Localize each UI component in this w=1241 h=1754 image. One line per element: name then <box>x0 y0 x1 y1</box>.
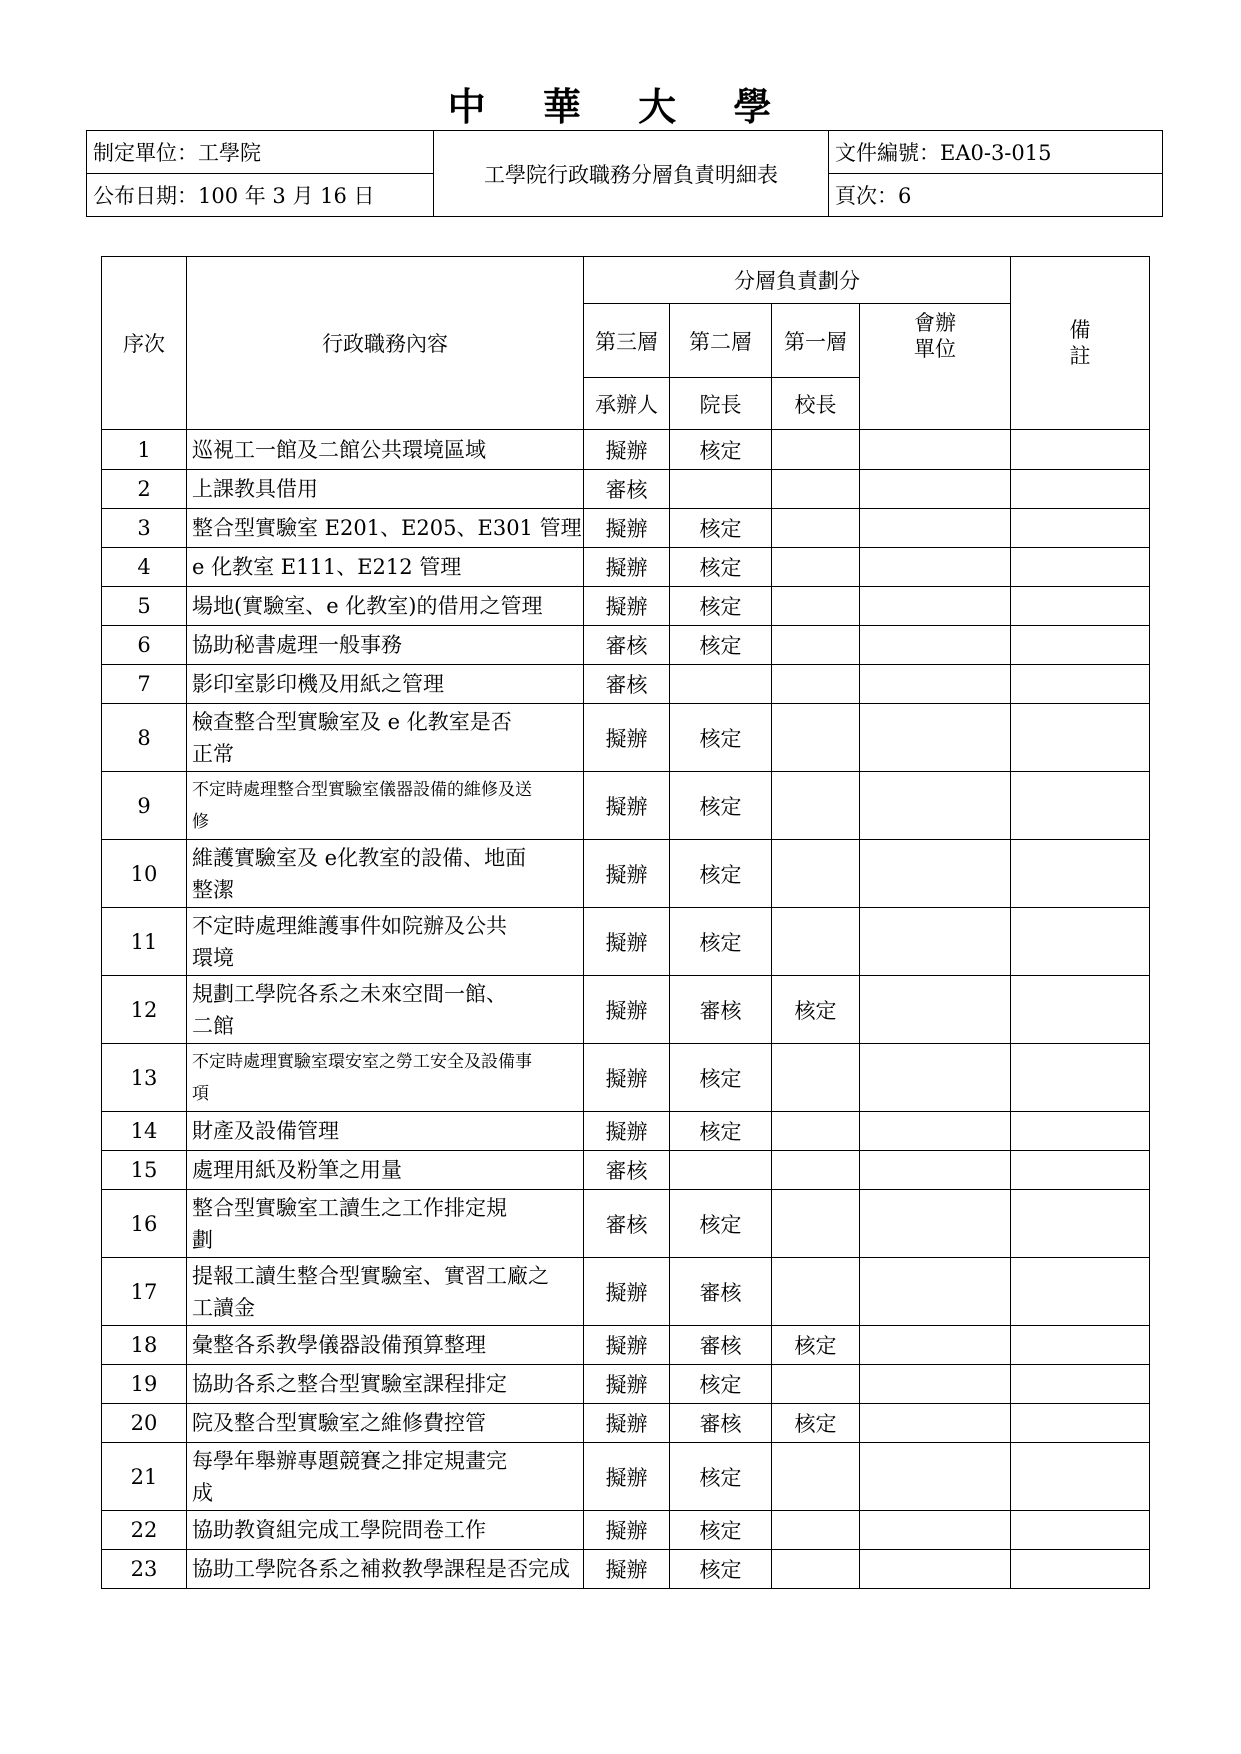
row-content-line1: 處理用紙及粉筆之用量 <box>192 1158 402 1182</box>
table-row <box>102 1044 1150 1112</box>
row-level3: 審核 <box>584 470 670 509</box>
header-division: 分層負責劃分 <box>584 257 1011 304</box>
row-remark <box>1011 1550 1150 1589</box>
row-level3: 擬辦 <box>584 1044 670 1112</box>
row-seq: 3 <box>102 509 187 548</box>
row-level2: 核定 <box>670 430 772 470</box>
row-content <box>187 1326 584 1365</box>
row-level1 <box>772 1511 860 1550</box>
row-content-line1: 檢查整合型實驗室及 e 化教室是否 <box>192 709 512 734</box>
row-content-line1: 巡視工一館及二館公共環境區域 <box>192 437 486 462</box>
row-level1 <box>772 626 860 665</box>
row-seq: 11 <box>102 908 187 976</box>
row-cosign-unit <box>860 1258 1011 1326</box>
row-level2: 核定 <box>670 509 772 548</box>
row-level1 <box>772 665 860 704</box>
role-level1: 校長 <box>772 378 860 430</box>
row-content <box>187 840 584 908</box>
row-seq: 7 <box>102 665 187 704</box>
row-content-line1: 不定時處理實驗室環安室之勞工安全及設備事 <box>192 1051 532 1072</box>
row-level1 <box>772 548 860 587</box>
row-level1 <box>772 1258 860 1326</box>
row-seq: 12 <box>102 976 187 1044</box>
row-content <box>187 1550 584 1589</box>
role-level2: 院長 <box>670 378 772 430</box>
row-content-line1: e 化教室 E111、E212 管理 <box>192 555 462 579</box>
header-cosign-line2: 單位 <box>914 337 956 361</box>
row-content-line1: 影印室影印機及用紙之管理 <box>192 672 444 696</box>
row-content <box>187 665 584 704</box>
table-row <box>102 1550 1150 1589</box>
row-level1 <box>772 470 860 509</box>
row-cosign-unit <box>860 1151 1011 1190</box>
table-row <box>102 626 1150 665</box>
row-level2: 核定 <box>670 1044 772 1112</box>
row-content <box>187 1258 584 1326</box>
row-remark <box>1011 626 1150 665</box>
row-cosign-unit <box>860 587 1011 626</box>
table-row <box>102 1404 1150 1443</box>
header-level2: 第二層 <box>670 304 772 378</box>
row-level1 <box>772 1550 860 1589</box>
row-cosign-unit <box>860 1511 1011 1550</box>
row-level2: 核定 <box>670 1511 772 1550</box>
row-content <box>187 548 584 587</box>
row-level2: 核定 <box>670 626 772 665</box>
row-content <box>187 772 584 840</box>
row-content-line1: 協助工學院各系之補救教學課程是否完成 <box>192 1557 570 1581</box>
row-level2: 審核 <box>670 976 772 1044</box>
row-seq: 14 <box>102 1112 187 1151</box>
row-level3: 擬辦 <box>584 1404 670 1443</box>
page-title: 中 華 大 學 <box>447 84 794 129</box>
row-seq: 4 <box>102 548 187 587</box>
row-level1 <box>772 509 860 548</box>
row-level1 <box>772 1044 860 1112</box>
row-content <box>187 1443 584 1511</box>
row-seq: 16 <box>102 1190 187 1258</box>
row-content-line1: 不定時處理維護事件如院辦及公共 <box>192 913 507 938</box>
row-content-line1: 整合型實驗室 E201、E205、E301 管理 <box>192 516 582 540</box>
row-cosign-unit <box>860 626 1011 665</box>
row-level2: 核定 <box>670 772 772 840</box>
row-cosign-unit <box>860 908 1011 976</box>
row-content <box>187 430 584 470</box>
row-level1 <box>772 1151 860 1190</box>
header-seq: 序次 <box>102 257 187 430</box>
row-level2: 核定 <box>670 548 772 587</box>
publish-date: 公布日期：100 年 3 月 16 日 <box>87 174 434 217</box>
row-level1 <box>772 587 860 626</box>
table-row <box>102 704 1150 772</box>
row-level3: 審核 <box>584 1151 670 1190</box>
header-remark-line2: 註 <box>1069 344 1091 368</box>
row-level1: 核定 <box>772 1326 860 1365</box>
row-content <box>187 908 584 976</box>
header-content: 行政職務內容 <box>187 257 584 430</box>
row-level3: 審核 <box>584 665 670 704</box>
row-content-line1: 協助教資組完成工學院問卷工作 <box>192 1518 486 1542</box>
row-cosign-unit <box>860 1112 1011 1151</box>
row-level3: 擬辦 <box>584 840 670 908</box>
row-remark <box>1011 1443 1150 1511</box>
row-cosign-unit <box>860 509 1011 548</box>
row-seq: 10 <box>102 840 187 908</box>
row-level3: 擬辦 <box>584 1112 670 1151</box>
row-level2: 審核 <box>670 1404 772 1443</box>
page-number: 頁次：6 <box>829 174 1163 217</box>
table-row <box>102 1326 1150 1365</box>
row-cosign-unit <box>860 1365 1011 1404</box>
row-cosign-unit <box>860 772 1011 840</box>
row-content-line1: 協助秘書處理一般事務 <box>192 633 402 657</box>
row-remark <box>1011 1190 1150 1258</box>
table-row <box>102 1258 1150 1326</box>
row-seq: 13 <box>102 1044 187 1112</box>
table-row <box>102 665 1150 704</box>
row-level3: 擬辦 <box>584 430 670 470</box>
row-level3: 擬辦 <box>584 1258 670 1326</box>
row-content-line1: 院及整合型實驗室之維修費控管 <box>192 1411 486 1435</box>
table-row <box>102 1112 1150 1151</box>
row-seq: 19 <box>102 1365 187 1404</box>
row-level1 <box>772 840 860 908</box>
row-level3: 擬辦 <box>584 1550 670 1589</box>
row-cosign-unit <box>860 665 1011 704</box>
row-remark <box>1011 470 1150 509</box>
row-content-line1: 協助各系之整合型實驗室課程排定 <box>192 1372 507 1396</box>
row-remark <box>1011 430 1150 470</box>
document-title: 工學院行政職務分層負責明細表 <box>434 131 829 217</box>
table-row <box>102 1511 1150 1550</box>
row-content-line1: 整合型實驗室工讀生之工作排定規 <box>192 1195 507 1220</box>
row-content-line1: 維護實驗室及 e化教室的設備、地面 <box>192 845 527 870</box>
row-content <box>187 1404 584 1443</box>
row-level2: 核定 <box>670 587 772 626</box>
row-level3: 擬辦 <box>584 1326 670 1365</box>
row-seq: 6 <box>102 626 187 665</box>
table-row <box>102 430 1150 470</box>
row-level3: 擬辦 <box>584 1443 670 1511</box>
row-remark <box>1011 1044 1150 1112</box>
table-row <box>102 509 1150 548</box>
row-content-line2: 環境 <box>192 945 234 970</box>
row-level3: 擬辦 <box>584 509 670 548</box>
row-level2: 審核 <box>670 1258 772 1326</box>
row-content-line2: 二館 <box>192 1013 234 1038</box>
row-remark <box>1011 509 1150 548</box>
header-remark-line1: 備 <box>1069 318 1091 342</box>
row-content <box>187 626 584 665</box>
row-level1: 核定 <box>772 1404 860 1443</box>
row-seq: 18 <box>102 1326 187 1365</box>
row-level2: 核定 <box>670 704 772 772</box>
issuing-unit: 制定單位：工學院 <box>87 131 434 174</box>
row-content <box>187 509 584 548</box>
row-cosign-unit <box>860 1404 1011 1443</box>
table-row <box>102 1365 1150 1404</box>
row-level3: 擬辦 <box>584 1511 670 1550</box>
row-seq: 15 <box>102 1151 187 1190</box>
table-row <box>102 1151 1150 1190</box>
row-content-line1: 每學年舉辦專題競賽之排定規畫完 <box>192 1448 507 1473</box>
table-row <box>102 548 1150 587</box>
row-content-line2: 劃 <box>192 1227 213 1252</box>
row-content <box>187 587 584 626</box>
row-remark <box>1011 1511 1150 1550</box>
row-content-line2: 正常 <box>192 741 234 766</box>
row-level1 <box>772 908 860 976</box>
document-header-table <box>86 130 1163 217</box>
row-seq: 2 <box>102 470 187 509</box>
row-seq: 1 <box>102 430 187 470</box>
row-remark <box>1011 1365 1150 1404</box>
row-remark <box>1011 665 1150 704</box>
table-row <box>102 840 1150 908</box>
row-content <box>187 1151 584 1190</box>
row-content <box>187 1044 584 1112</box>
row-seq: 20 <box>102 1404 187 1443</box>
row-remark <box>1011 772 1150 840</box>
row-level1 <box>772 772 860 840</box>
row-cosign-unit <box>860 976 1011 1044</box>
row-level3: 審核 <box>584 626 670 665</box>
row-level2: 核定 <box>670 1190 772 1258</box>
row-cosign-unit <box>860 840 1011 908</box>
row-seq: 21 <box>102 1443 187 1511</box>
row-content <box>187 1511 584 1550</box>
row-level2: 核定 <box>670 1443 772 1511</box>
row-content <box>187 1365 584 1404</box>
row-cosign-unit <box>860 430 1011 470</box>
row-cosign-unit <box>860 470 1011 509</box>
row-remark <box>1011 1258 1150 1326</box>
row-level3: 擬辦 <box>584 1365 670 1404</box>
table-row <box>102 587 1150 626</box>
row-remark <box>1011 587 1150 626</box>
row-seq: 23 <box>102 1550 187 1589</box>
row-content <box>187 704 584 772</box>
row-level2: 核定 <box>670 908 772 976</box>
row-remark <box>1011 908 1150 976</box>
row-remark <box>1011 1151 1150 1190</box>
row-remark <box>1011 840 1150 908</box>
row-level2 <box>670 665 772 704</box>
row-content-line1: 彙整各系教學儀器設備預算整理 <box>192 1333 486 1357</box>
row-level1 <box>772 1443 860 1511</box>
row-content-line1: 規劃工學院各系之未來空間一館、 <box>192 981 507 1006</box>
table-row <box>102 772 1150 840</box>
row-seq: 5 <box>102 587 187 626</box>
header-cosign-line1: 會辦 <box>914 311 956 335</box>
row-level1 <box>772 430 860 470</box>
row-level2: 審核 <box>670 1326 772 1365</box>
row-level3: 擬辦 <box>584 772 670 840</box>
row-remark <box>1011 976 1150 1044</box>
row-level2: 核定 <box>670 1112 772 1151</box>
row-level2: 核定 <box>670 1365 772 1404</box>
row-cosign-unit <box>860 1044 1011 1112</box>
row-level1: 核定 <box>772 976 860 1044</box>
table-row <box>102 908 1150 976</box>
row-level2: 核定 <box>670 1550 772 1589</box>
row-content-line1: 財產及設備管理 <box>192 1119 339 1143</box>
row-level1 <box>772 704 860 772</box>
row-level3: 擬辦 <box>584 976 670 1044</box>
row-level3: 擬辦 <box>584 548 670 587</box>
row-level1 <box>772 1365 860 1404</box>
row-level2: 核定 <box>670 840 772 908</box>
row-content <box>187 976 584 1044</box>
table-row <box>102 470 1150 509</box>
row-level3: 審核 <box>584 1190 670 1258</box>
row-content-line1: 上課教具借用 <box>192 477 318 501</box>
row-remark <box>1011 1404 1150 1443</box>
row-remark <box>1011 548 1150 587</box>
header-level1: 第一層 <box>772 304 860 378</box>
row-content-line1: 場地(實驗室、e 化教室)的借用之管理 <box>192 594 543 618</box>
row-remark <box>1011 1112 1150 1151</box>
row-seq: 17 <box>102 1258 187 1326</box>
row-content-line2: 工讀金 <box>192 1295 255 1320</box>
row-level3: 擬辦 <box>584 704 670 772</box>
responsibility-table <box>101 256 1150 1589</box>
role-level3: 承辦人 <box>584 378 670 430</box>
row-cosign-unit <box>860 1550 1011 1589</box>
row-cosign-unit <box>860 1326 1011 1365</box>
row-cosign-unit <box>860 1190 1011 1258</box>
row-remark <box>1011 1326 1150 1365</box>
row-cosign-unit <box>860 548 1011 587</box>
row-level3: 擬辦 <box>584 587 670 626</box>
table-row <box>102 1190 1150 1258</box>
row-seq: 9 <box>102 772 187 840</box>
row-level2 <box>670 1151 772 1190</box>
document-number: 文件編號：EA0-3-015 <box>829 131 1163 174</box>
row-content-line2: 修 <box>192 811 209 832</box>
row-seq: 22 <box>102 1511 187 1550</box>
row-remark <box>1011 704 1150 772</box>
row-content-line1: 不定時處理整合型實驗室儀器設備的維修及送 <box>192 779 532 800</box>
row-content <box>187 470 584 509</box>
table-row <box>102 1443 1150 1511</box>
row-content <box>187 1190 584 1258</box>
row-level2 <box>670 470 772 509</box>
row-level1 <box>772 1190 860 1258</box>
row-level1 <box>772 1112 860 1151</box>
row-content <box>187 1112 584 1151</box>
row-seq: 8 <box>102 704 187 772</box>
row-content-line2: 整潔 <box>192 877 234 902</box>
header-cosign-unit <box>860 304 1011 430</box>
row-cosign-unit <box>860 1443 1011 1511</box>
row-content-line2: 成 <box>192 1480 213 1505</box>
row-content-line1: 提報工讀生整合型實驗室、實習工廠之 <box>192 1263 549 1288</box>
row-content-line2: 項 <box>192 1083 209 1104</box>
header-remark <box>1011 257 1150 430</box>
row-cosign-unit <box>860 704 1011 772</box>
header-level3: 第三層 <box>584 304 670 378</box>
table-row <box>102 976 1150 1044</box>
row-level3: 擬辦 <box>584 908 670 976</box>
